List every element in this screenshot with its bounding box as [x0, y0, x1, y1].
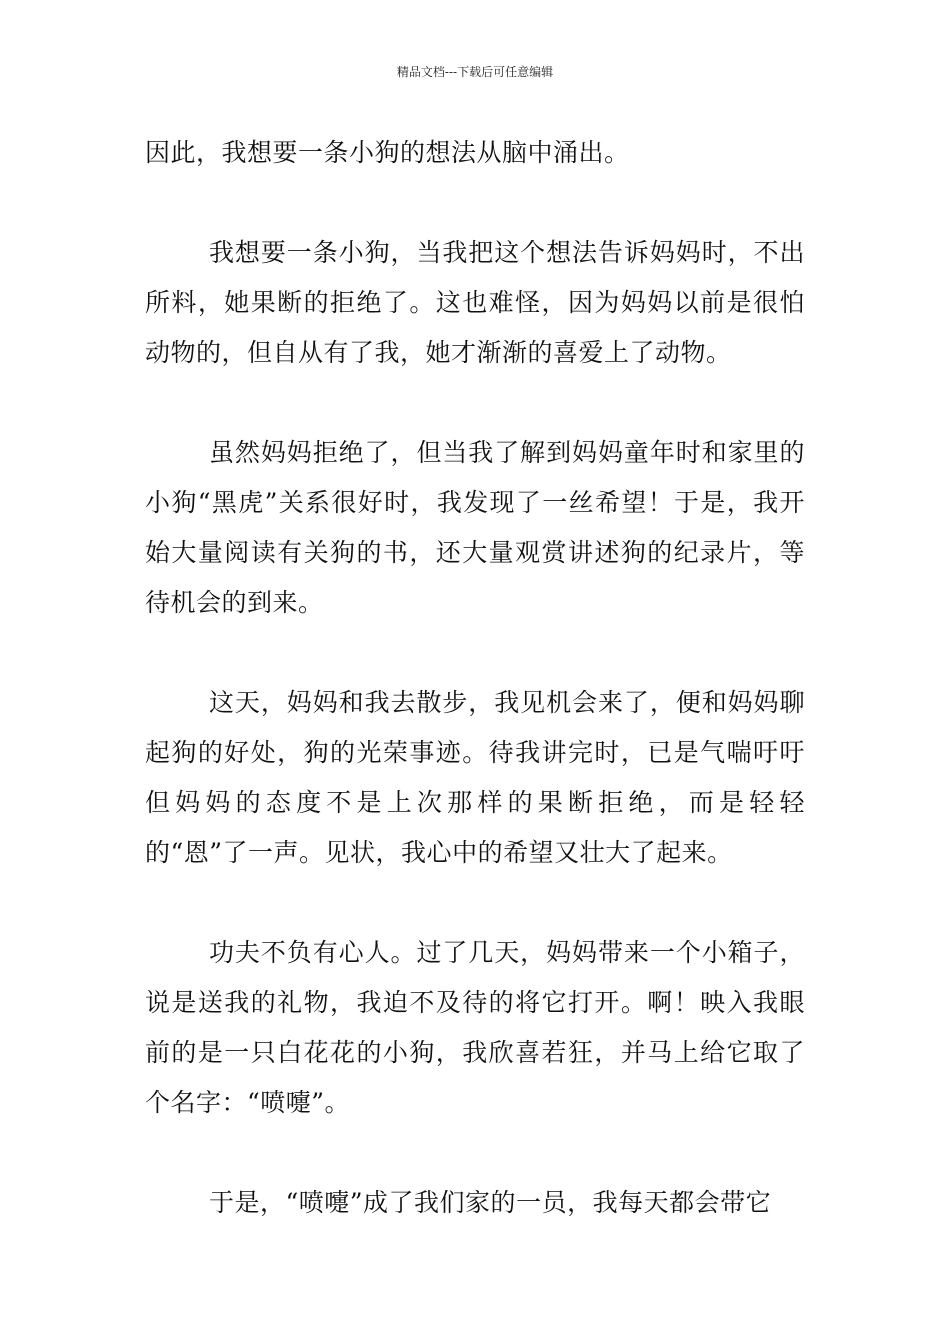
paragraph-6: 于是，“喷嚏”成了我们家的一员，我每天都会带它 [209, 1188, 772, 1217]
page-header: 精品文档---下载后可任意编辑 [396, 65, 554, 79]
paragraph-3: 虽然妈妈拒绝了，但当我了解到妈妈童年时和家里的小狗“黑虎”关系很好时，我发现了一丝希望！于是，我开始大量阅读有关狗的书，还大量观赏讲述狗的纪录片，等待机会的到来。 [145, 438, 805, 617]
paragraph-2: 我想要一条小狗，当我把这个想法告诉妈妈时，不出所料，她果断的拒绝了。这也难怪，因为妈妈以前是很怕动物的，但自从有了我，她才渐渐的喜爱上了动物。 [145, 238, 805, 367]
paragraph-1: 因此，我想要一条小狗的想法从脑中涌出。 [145, 138, 630, 167]
paragraph-5: 功夫不负有心人。过了几天，妈妈带来一个小箱子，说是送我的礼物，我迫不及待的将它打开。啊！映入我眼前的是一只白花花的小狗，我欣喜若狂，并马上给它取了个名字：“喷嚏”。 [145, 938, 805, 1117]
document-body [145, 128, 805, 1278]
paragraph-4: 这天，妈妈和我去散步，我见机会来了，便和妈妈聊起狗的好处，狗的光荣事迹。待我讲完时，已是气喘吁吁但妈妈的态度不是上次那样的果断拒绝，而是轻轻的“恩”了一声。见状，我心中的希望又壮大了起来。 [145, 688, 805, 867]
